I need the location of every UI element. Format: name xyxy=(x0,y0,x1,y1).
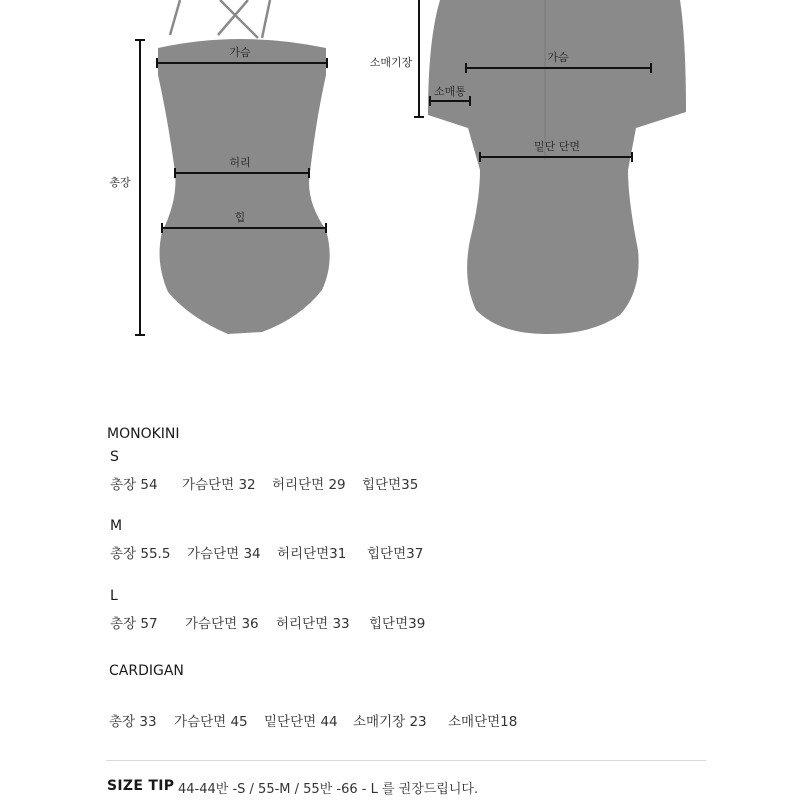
s-waist: 허리단면 29 xyxy=(272,477,346,493)
cardigan-sleeve-length-measure xyxy=(370,0,424,117)
s-chest: 가슴단면 32 xyxy=(182,477,256,493)
size-s-label: S xyxy=(110,449,119,465)
size-tip-label: SIZE TIP xyxy=(107,778,175,794)
cardigan-title: CARDIGAN xyxy=(109,663,184,679)
cardigan-sleeve-width: 소매단면18 xyxy=(448,714,518,730)
cardigan-chest: 가슴단면 45 xyxy=(174,714,248,730)
l-hip: 힙단면39 xyxy=(369,616,426,632)
s-length: 총장 54 xyxy=(110,477,158,493)
monokini-chest-label: 가슴 xyxy=(229,46,251,59)
l-chest: 가슴단면 36 xyxy=(185,616,259,632)
m-chest: 가슴단면 34 xyxy=(187,546,261,562)
l-waist: 허리단면 33 xyxy=(276,616,350,632)
divider xyxy=(106,760,706,761)
monokini-waist-label: 허리 xyxy=(229,156,251,169)
monokini-title: MONOKINI xyxy=(107,426,180,442)
m-waist: 허리단면31 xyxy=(277,546,347,562)
cardigan-hem: 밑단단면 44 xyxy=(264,714,338,730)
cardigan-sleeve-length-label: 소매기장 xyxy=(369,56,413,69)
cardigan-chest-label: 가슴 xyxy=(547,51,569,64)
cardigan-hem-label: 밑단 단면 xyxy=(533,140,581,153)
size-m-label: M xyxy=(110,518,123,534)
l-length: 총장 57 xyxy=(110,616,158,632)
cardigan-sleeve-length: 소매기장 23 xyxy=(353,714,427,730)
m-length: 총장 55.5 xyxy=(110,546,171,562)
monokini-length-label: 총장 xyxy=(109,176,131,189)
monokini-length-measure xyxy=(109,40,145,335)
s-hip: 힙단면35 xyxy=(362,477,419,493)
cardigan-sleeve-width-label: 소매통 xyxy=(434,85,466,98)
measurement-diagram xyxy=(0,0,800,345)
cardigan-length: 총장 33 xyxy=(109,714,157,730)
m-hip: 힙단면37 xyxy=(367,546,424,562)
size-tip-text: 44-44반 -S / 55-M / 55반 -66 - L 를 권장드립니다. xyxy=(178,782,479,797)
monokini-hip-label: 힙 xyxy=(234,211,246,224)
size-l-label: L xyxy=(110,588,118,604)
